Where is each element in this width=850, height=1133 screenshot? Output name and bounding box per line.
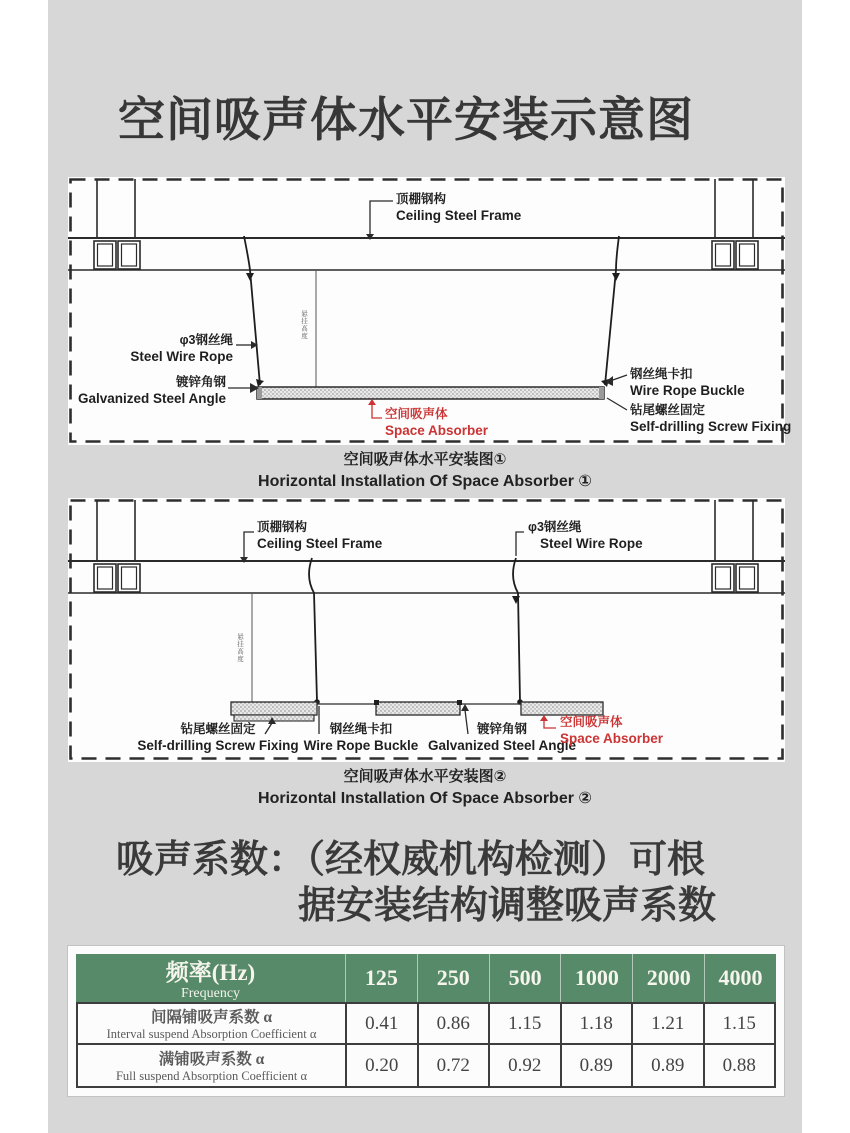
- header-col: 125: [345, 954, 417, 1002]
- header-col: 4000: [704, 954, 776, 1002]
- dim-text-vertical: 悬挂高度: [300, 310, 307, 340]
- page-title: 空间吸声体水平安装示意图: [118, 93, 694, 147]
- header-frequency: 频率(Hz) Frequency: [165, 960, 256, 1001]
- cell-value: 0.89: [560, 1045, 632, 1086]
- table-row: [78, 1004, 774, 1045]
- cell-value: 1.15: [488, 1004, 560, 1043]
- wire-rope-left: [244, 236, 260, 385]
- cell-value: 1.18: [560, 1004, 632, 1043]
- cell-value: 0.20: [345, 1045, 417, 1086]
- cell-value: 1.21: [631, 1004, 703, 1043]
- label-space-absorber: 空间吸声体 Space Absorber: [385, 407, 489, 438]
- cell-value: 0.89: [631, 1045, 703, 1086]
- absorption-note-line1: 吸声系数：（经权威机构检测）可根: [116, 839, 706, 881]
- label-space-absorber: 空间吸声体 Space Absorber: [560, 715, 664, 746]
- header-col: 2000: [632, 954, 704, 1002]
- diagram-horizontal-install-1: [68, 177, 792, 445]
- header-col: 250: [417, 954, 489, 1002]
- absorber-panel: [257, 387, 604, 399]
- table-body: [76, 1002, 776, 1088]
- absorption-note-line2: 据安装结构调整吸声系数: [298, 885, 717, 927]
- diagram-horizontal-install-2: [68, 498, 785, 762]
- absorber-segment-3: [521, 702, 603, 715]
- caption-diagram1: 空间吸声体水平安装图① Horizontal Installation Of Space Absorber ①: [258, 451, 592, 490]
- label-galvanized-angle: 镀锌角钢 Galvanized Steel Angle: [77, 375, 226, 406]
- cell-value: 0.92: [488, 1045, 560, 1086]
- label-steel-wire-rope: φ3钢丝绳 Steel Wire Rope: [130, 333, 233, 364]
- wire-rope-left: [309, 558, 317, 701]
- cell-value: 0.88: [703, 1045, 775, 1086]
- cell-value: 0.86: [417, 1004, 489, 1043]
- label-ceiling-frame: 顶棚钢构 Ceiling Steel Frame: [396, 192, 522, 223]
- absorption-coefficient-table: [68, 946, 784, 1096]
- cell-value: 0.41: [345, 1004, 417, 1043]
- wire-rope-right: [605, 236, 619, 385]
- label-wire-rope-buckle: 钢丝绳卡扣 Wire Rope Buckle: [630, 367, 745, 398]
- absorber-segment-1: [231, 702, 317, 715]
- cell-value: 1.15: [703, 1004, 775, 1043]
- table-row: [78, 1045, 774, 1086]
- dim-text-vertical: 悬挂高度: [236, 633, 243, 663]
- label-galvanized-angle: 镀锌角钢 Galvanized Steel Angle: [427, 722, 577, 753]
- label-wire-rope-buckle: 钢丝绳卡扣 Wire Rope Buckle: [303, 722, 419, 753]
- label-screw-fixing: 钻尾螺丝固定 Self-drilling Screw Fixing: [630, 403, 792, 434]
- cell-value: 0.72: [417, 1045, 489, 1086]
- row-label-full: 满铺吸声系数 α Full suspend Absorption Coefficient α: [115, 1051, 308, 1083]
- label-ceiling-frame: 顶棚钢构 Ceiling Steel Frame: [257, 520, 383, 551]
- label-screw-fixing: 钻尾螺丝固定 Self-drilling Screw Fixing: [137, 722, 299, 753]
- header-col: 1000: [560, 954, 632, 1002]
- wire-rope-right: [513, 558, 520, 701]
- caption-diagram2: 空间吸声体水平安装图② Horizontal Installation Of Space Absorber ②: [258, 768, 592, 807]
- boundary-dashed-box: [71, 501, 783, 759]
- row-label-interval: 间隔铺吸声系数 α Interval suspend Absorption Coefficient α: [106, 1009, 317, 1041]
- header-col: 500: [489, 954, 561, 1002]
- table-header-row: [76, 954, 776, 1002]
- absorber-segment-2: [376, 702, 460, 715]
- label-steel-wire-rope: φ3钢丝绳 Steel Wire Rope: [528, 520, 643, 551]
